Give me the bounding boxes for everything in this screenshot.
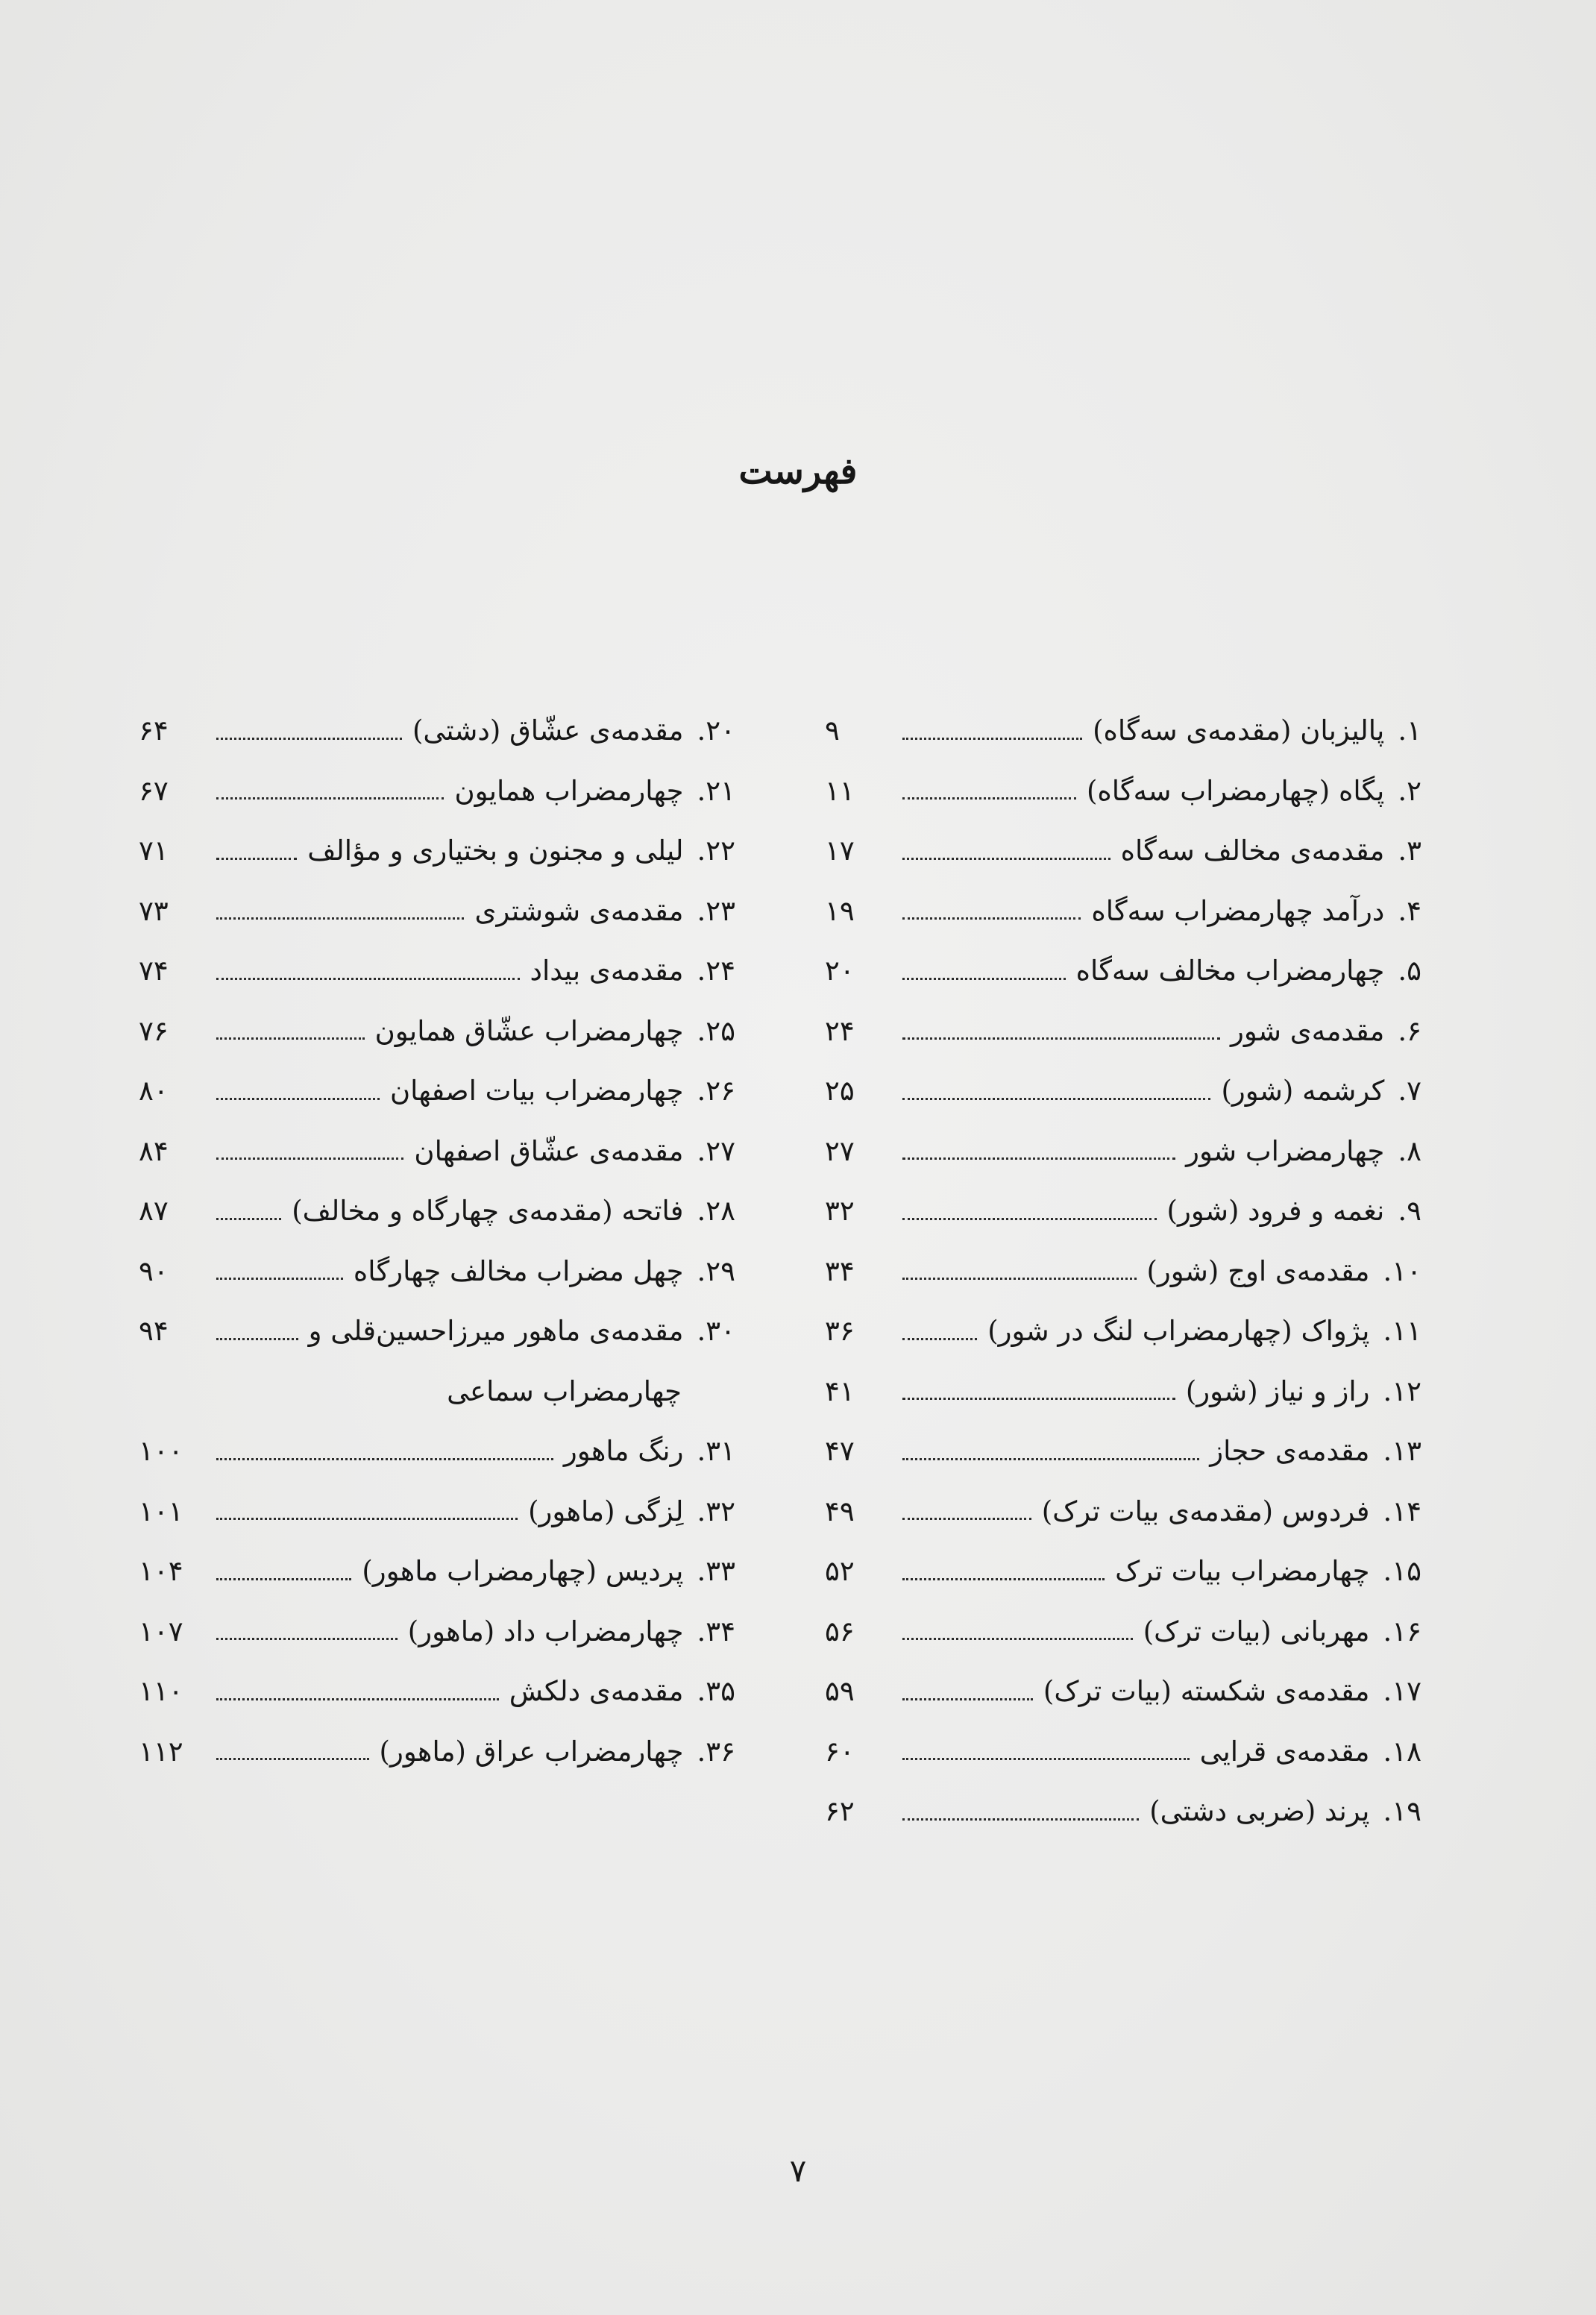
toc-entry-page: ۳۶ bbox=[825, 1315, 855, 1347]
toc-entry bbox=[825, 1301, 1421, 1362]
toc-entry-number: ۲۳. bbox=[697, 894, 735, 927]
toc-entry bbox=[825, 1482, 1421, 1542]
toc-entry-page: ۱۱ bbox=[825, 774, 855, 807]
dot-leader bbox=[216, 1518, 518, 1520]
toc-entry-number: ۲۲. bbox=[697, 835, 735, 867]
toc-right-column bbox=[825, 701, 1421, 1842]
toc-entry bbox=[825, 1242, 1421, 1302]
toc-entry-page: ۲۴ bbox=[825, 1014, 855, 1047]
toc-entry-page: ۳۴ bbox=[825, 1254, 855, 1287]
toc-entry-page: ۲۵ bbox=[825, 1075, 855, 1107]
toc-entry-title: مقدمه‌ی ماهور میرزاحسین‌قلی و bbox=[308, 1315, 684, 1347]
toc-entry-number: ۲۹. bbox=[697, 1254, 735, 1287]
toc-entry-title: کرشمه (شور) bbox=[1221, 1075, 1385, 1107]
page-number: ۷ bbox=[789, 2152, 807, 2189]
toc-entry-number: ۵. bbox=[1398, 955, 1421, 987]
toc-entry bbox=[825, 1662, 1421, 1722]
toc-entry bbox=[825, 1002, 1421, 1062]
toc-entry bbox=[825, 941, 1421, 1002]
toc-entry-number: ۲۱. bbox=[697, 774, 735, 807]
toc-entry bbox=[825, 1422, 1421, 1482]
toc-entry bbox=[825, 821, 1421, 882]
toc-entry bbox=[139, 1362, 735, 1422]
toc-left-column bbox=[139, 701, 735, 1782]
toc-entry-title: مقدمه‌ی اوج (شور) bbox=[1146, 1254, 1370, 1287]
toc-entry-number: ۳۲. bbox=[697, 1495, 735, 1527]
toc-entry-page: ۴۱ bbox=[825, 1375, 855, 1407]
dot-leader bbox=[216, 1758, 369, 1760]
toc-entry-title: مقدمه‌ی شکسته (بیات ترک) bbox=[1043, 1675, 1370, 1707]
toc-entry-page: ۹۴ bbox=[139, 1315, 169, 1347]
toc-entry-number: ۱۷. bbox=[1383, 1675, 1421, 1707]
toc-entry-page: ۲۷ bbox=[825, 1134, 855, 1167]
toc-entry-title: چهارمضراب مخالف سه‌گاه bbox=[1075, 955, 1385, 987]
toc-entry-page: ۱۷ bbox=[825, 835, 855, 867]
toc-entry bbox=[139, 701, 735, 761]
dot-leader bbox=[902, 1698, 1033, 1700]
toc-entry-title: فردوس (مقدمه‌ی بیات ترک) bbox=[1041, 1495, 1370, 1527]
toc-entry-number: ۱۲. bbox=[1383, 1375, 1421, 1407]
toc-entry bbox=[825, 1181, 1421, 1242]
toc-entry-title: چهارمضراب بیات اصفهان bbox=[389, 1075, 684, 1107]
toc-entry-page: ۵۹ bbox=[825, 1675, 855, 1707]
dot-leader bbox=[216, 1218, 281, 1220]
toc-entry-title: راز و نیاز (شور) bbox=[1185, 1375, 1370, 1407]
toc-entry-number: ۳۰. bbox=[697, 1315, 735, 1347]
dot-leader bbox=[216, 1278, 343, 1280]
toc-entry-title: رنگ ماهور bbox=[563, 1435, 684, 1467]
toc-entry-title: چهارمضراب عراق (ماهور) bbox=[379, 1735, 684, 1768]
dot-leader bbox=[216, 858, 297, 860]
toc-entry bbox=[139, 1002, 735, 1062]
toc-entry-title: چهارمضراب عشّاق همایون bbox=[374, 1014, 684, 1047]
toc-entry bbox=[139, 882, 735, 942]
toc-entry-number: ۲۰. bbox=[697, 714, 735, 747]
toc-entry-number: ۱۶. bbox=[1383, 1615, 1421, 1647]
toc-entry-page: ۴۹ bbox=[825, 1495, 855, 1527]
dot-leader bbox=[216, 738, 402, 740]
toc-entry-title: مقدمه‌ی حجاز bbox=[1210, 1435, 1370, 1467]
dot-leader bbox=[902, 917, 1081, 920]
dot-leader bbox=[902, 1098, 1210, 1100]
toc-entry bbox=[825, 761, 1421, 822]
toc-entry-title: چهارمضراب داد (ماهور) bbox=[407, 1615, 684, 1647]
toc-entry-number: ۳۴. bbox=[697, 1615, 735, 1647]
dot-leader bbox=[902, 978, 1066, 980]
dot-leader bbox=[902, 1578, 1105, 1580]
toc-entry-page: ۱۰۱ bbox=[139, 1495, 183, 1527]
toc-entry-page: ۱۰۰ bbox=[139, 1435, 183, 1467]
dot-leader bbox=[216, 1158, 403, 1160]
toc-entry bbox=[139, 1061, 735, 1122]
toc-entry-number: ۱. bbox=[1398, 714, 1421, 747]
dot-leader bbox=[216, 1698, 499, 1700]
toc-entry bbox=[825, 1782, 1421, 1842]
toc-entry bbox=[825, 1542, 1421, 1602]
dot-leader bbox=[902, 1398, 1175, 1400]
toc-entry-page: ۹ bbox=[825, 714, 840, 747]
toc-entry-title: چهل مضراب مخالف چهارگاه bbox=[353, 1254, 684, 1287]
toc-entry-page: ۱۰۷ bbox=[139, 1615, 183, 1647]
toc-entry-number: ۹. bbox=[1398, 1195, 1421, 1227]
dot-leader bbox=[902, 1338, 977, 1340]
toc-entry-title: درآمد چهارمضراب سه‌گاه bbox=[1091, 894, 1385, 927]
toc-entry-number: ۶. bbox=[1398, 1014, 1421, 1047]
toc-entry-page: ۱۱۰ bbox=[139, 1675, 183, 1707]
toc-entry-page: ۶۰ bbox=[825, 1735, 855, 1768]
dot-leader bbox=[216, 1098, 380, 1100]
toc-entry-number: ۲۴. bbox=[697, 955, 735, 987]
dot-leader bbox=[902, 858, 1110, 860]
toc-entry-number: ۳۱. bbox=[697, 1435, 735, 1467]
toc-entry-title: پرند (ضربی دشتی) bbox=[1149, 1795, 1370, 1827]
toc-entry-title: مقدمه‌ی عشّاق (دشتی) bbox=[412, 714, 684, 747]
toc-entry-page: ۱۰۴ bbox=[139, 1555, 183, 1587]
toc-entry-page: ۱۹ bbox=[825, 894, 855, 927]
toc-entry bbox=[139, 1542, 735, 1602]
toc-entry-page: ۶۷ bbox=[139, 774, 169, 807]
toc-entry-number: ۲۷. bbox=[697, 1134, 735, 1167]
toc-entry-title: فاتحه (مقدمه‌ی چهارگاه و مخالف) bbox=[292, 1195, 684, 1227]
toc-entry-page: ۸۴ bbox=[139, 1134, 169, 1167]
toc-entry-number: ۳۶. bbox=[697, 1735, 735, 1768]
toc-entry-page: ۷۳ bbox=[139, 894, 169, 927]
toc-entry-page: ۷۶ bbox=[139, 1014, 169, 1047]
dot-leader bbox=[902, 1278, 1137, 1280]
toc-entry-title: پگاه (چهارمضراب سه‌گاه) bbox=[1086, 774, 1385, 807]
dot-leader bbox=[902, 1638, 1133, 1640]
toc-entry-title: مقدمه‌ی بیداد bbox=[530, 955, 684, 987]
toc-entry bbox=[825, 1602, 1421, 1662]
toc-entry-title: مقدمه‌ی دلکش bbox=[509, 1675, 684, 1707]
toc-entry-number: ۲۶. bbox=[697, 1075, 735, 1107]
toc-entry bbox=[825, 1122, 1421, 1182]
toc-entry-number: ۱۹. bbox=[1383, 1795, 1421, 1827]
toc-entry-number: ۱۰. bbox=[1383, 1254, 1421, 1287]
toc-entry-page: ۷۴ bbox=[139, 955, 169, 987]
toc-entry-number: ۱۸. bbox=[1383, 1735, 1421, 1768]
toc-entry-title: پالیزبان (مقدمه‌ی سه‌گاه) bbox=[1093, 714, 1385, 747]
dot-leader bbox=[902, 1758, 1190, 1760]
toc-entry-number: ۱۵. bbox=[1383, 1555, 1421, 1587]
dot-leader bbox=[902, 1518, 1031, 1520]
toc-entry-title: مقدمه‌ی شوشتری bbox=[474, 894, 684, 927]
toc-entry-number: ۴. bbox=[1398, 894, 1421, 927]
dot-leader bbox=[216, 1037, 365, 1040]
toc-entry-number: ۲. bbox=[1398, 774, 1421, 807]
toc-entry-title: لِزگی (ماهور) bbox=[528, 1495, 684, 1527]
toc-entry bbox=[139, 1181, 735, 1242]
toc-entry bbox=[139, 1301, 735, 1362]
toc-entry-number: ۲۸. bbox=[697, 1195, 735, 1227]
dot-leader bbox=[902, 797, 1076, 800]
toc-entry-title: مقدمه‌ی عشّاق اصفهان bbox=[414, 1134, 684, 1167]
toc-entry bbox=[825, 1061, 1421, 1122]
toc-entry bbox=[825, 701, 1421, 761]
toc-entry-title: لیلی و مجنون و بختیاری و مؤالف bbox=[307, 835, 684, 867]
toc-entry-number: ۳۳. bbox=[697, 1555, 735, 1587]
dot-leader bbox=[902, 1458, 1199, 1460]
toc-entry-number: ۸. bbox=[1398, 1134, 1421, 1167]
toc-entry bbox=[139, 1482, 735, 1542]
toc-entry-number: ۳۵. bbox=[697, 1675, 735, 1707]
toc-entry-title: چهارمضراب سماعی bbox=[447, 1375, 682, 1407]
toc-entry-page: ۷۱ bbox=[139, 835, 169, 867]
toc-entry-number: ۳. bbox=[1398, 835, 1421, 867]
toc-entry-title: مقدمه‌ی مخالف سه‌گاه bbox=[1120, 835, 1385, 867]
toc-entry-page: ۱۱۲ bbox=[139, 1735, 183, 1768]
toc-entry-title: مقدمه‌ی شور bbox=[1231, 1014, 1385, 1047]
toc-entry-number: ۷. bbox=[1398, 1075, 1421, 1107]
toc-entry-title: پردیس (چهارمضراب ماهور) bbox=[362, 1555, 684, 1587]
dot-leader bbox=[216, 797, 444, 800]
toc-entry-title: مقدمه‌ی قرایی bbox=[1199, 1735, 1370, 1768]
toc-entry-title: چهارمضراب بیات ترک bbox=[1115, 1555, 1370, 1587]
toc-entry bbox=[139, 1242, 735, 1302]
toc-entry-page: ۵۲ bbox=[825, 1555, 855, 1587]
toc-entry-page: ۶۲ bbox=[825, 1795, 855, 1827]
toc-entry-page: ۵۶ bbox=[825, 1615, 855, 1647]
toc-entry-title: مهربانی (بیات ترک) bbox=[1143, 1615, 1370, 1647]
dot-leader bbox=[216, 1458, 553, 1460]
toc-entry-page: ۳۲ bbox=[825, 1195, 855, 1227]
dot-leader bbox=[216, 917, 464, 920]
dot-leader bbox=[902, 1158, 1175, 1160]
toc-entry-title: نغمه و فرود (شور) bbox=[1166, 1195, 1385, 1227]
toc-entry bbox=[825, 1722, 1421, 1782]
toc-entry bbox=[139, 1122, 735, 1182]
dot-leader bbox=[216, 1638, 398, 1640]
dot-leader bbox=[902, 1818, 1139, 1821]
toc-entry-number: ۲۵. bbox=[697, 1014, 735, 1047]
toc-entry bbox=[139, 821, 735, 882]
toc-entry-title: پژواک (چهارمضراب لنگ در شور) bbox=[987, 1315, 1370, 1347]
dot-leader bbox=[216, 1338, 298, 1340]
toc-entry bbox=[139, 1722, 735, 1782]
dot-leader bbox=[902, 1037, 1220, 1040]
toc-entry-page: ۴۷ bbox=[825, 1435, 855, 1467]
dot-leader bbox=[216, 1578, 351, 1580]
toc-entry-page: ۸۷ bbox=[139, 1195, 169, 1227]
toc-entry-page: ۶۴ bbox=[139, 714, 169, 747]
toc-entry bbox=[139, 1422, 735, 1482]
toc-entry bbox=[825, 882, 1421, 942]
dot-leader bbox=[902, 1218, 1157, 1220]
toc-entry-number: ۱۱. bbox=[1383, 1315, 1421, 1347]
toc-entry-number: ۱۳. bbox=[1383, 1435, 1421, 1467]
toc-entry-page: ۸۰ bbox=[139, 1075, 169, 1107]
toc-entry bbox=[139, 1602, 735, 1662]
toc-entry-page: ۹۰ bbox=[139, 1254, 169, 1287]
dot-leader bbox=[902, 738, 1082, 740]
dot-leader bbox=[216, 978, 520, 980]
toc-entry-title: چهارمضراب شور bbox=[1186, 1134, 1385, 1167]
toc-entry bbox=[139, 941, 735, 1002]
toc-entry-title: چهارمضراب همایون bbox=[454, 774, 684, 807]
toc-entry bbox=[139, 1662, 735, 1722]
toc-entry bbox=[825, 1362, 1421, 1422]
toc-entry-page: ۲۰ bbox=[825, 955, 855, 987]
toc-entry bbox=[139, 761, 735, 822]
page-title: فهرست bbox=[738, 450, 858, 492]
toc-entry-number: ۱۴. bbox=[1383, 1495, 1421, 1527]
